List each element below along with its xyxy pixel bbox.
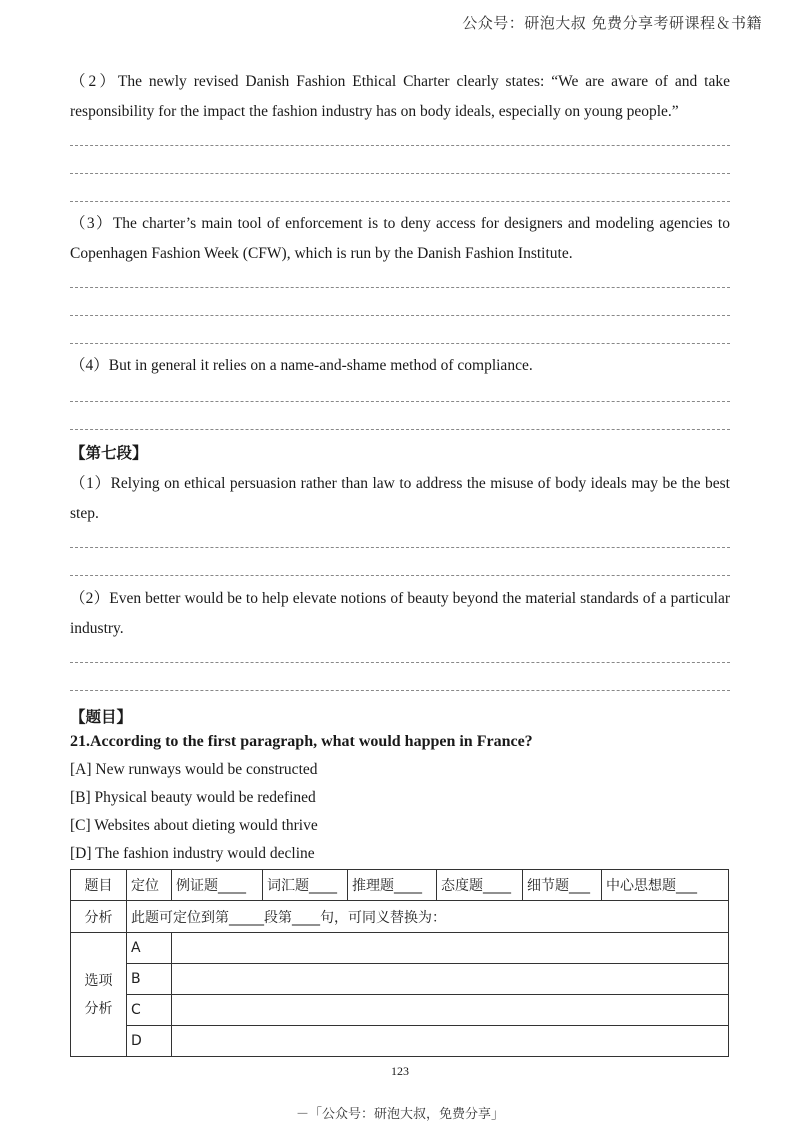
option-b: [B] Physical beauty would be redefined [70, 789, 316, 806]
answer-line [70, 662, 730, 663]
answer-line [70, 201, 730, 202]
option-letter-a: A [127, 933, 172, 964]
label-question: 题目 [71, 870, 127, 901]
type-vocabulary: 词汇题____ [263, 870, 348, 901]
locate-text: 此题可定位到第_____段第____句，可同义替换为： [127, 901, 729, 933]
type-main-idea: 中心思想题___ [602, 870, 729, 901]
answer-line [70, 690, 730, 691]
paragraph-4: （4）But in general it relies on a name-and-shame method of compliance. [70, 357, 533, 374]
answer-line [70, 401, 730, 402]
answer-line [70, 287, 730, 288]
type-inference: 推理题____ [348, 870, 437, 901]
page-footer: －「公众号：研泡大叔，免费分享」 [295, 1107, 504, 1122]
option-letter-d: D [127, 1026, 172, 1057]
page-number: 123 [391, 1064, 409, 1078]
question-stem: 21.According to the first paragraph, what would happen in France? [70, 733, 533, 750]
option-analysis-c[interactable] [172, 995, 729, 1026]
type-detail: 细节题___ [523, 870, 602, 901]
option-letter-c: C [127, 995, 172, 1026]
page-header: 公众号：研泡大叔 免费分享考研课程＆书籍 [462, 14, 762, 32]
analysis-table [70, 869, 729, 1057]
label-analysis: 分析 [71, 901, 127, 933]
section-7-sentence-1: （1）Relying on ethical persuasion rather than law to address the misuse of body ideals may be the best step. [70, 475, 730, 522]
label-analysis-2: 分析 [84, 1000, 113, 1017]
answer-line [70, 315, 730, 316]
type-locate: 定位 [127, 870, 172, 901]
answer-line [70, 547, 730, 548]
type-attitude: 态度题____ [437, 870, 523, 901]
answer-line [70, 429, 730, 430]
answer-line [70, 343, 730, 344]
option-d: [D] The fashion industry would decline [70, 845, 315, 862]
option-a: [A] New runways would be constructed [70, 761, 318, 778]
answer-line [70, 145, 730, 146]
section-7-sentence-2: （2）Even better would be to help elevate notions of beauty beyond the material standards of a particular industry. [70, 590, 730, 637]
option-analysis-b[interactable] [172, 964, 729, 995]
type-example: 例证题____ [172, 870, 263, 901]
option-analysis-d[interactable] [172, 1026, 729, 1057]
option-letter-b: B [127, 964, 172, 995]
paragraph-2: （2）The newly revised Danish Fashion Ethical Charter clearly states: “We are aware of and take responsibility for the impact the fashion industry has on body ideals, especially on young people.” [70, 73, 730, 120]
option-analysis-a[interactable] [172, 933, 729, 964]
question-heading: 【题目】 [70, 708, 133, 726]
option-c: [C] Websites about dieting would thrive [70, 817, 318, 834]
paragraph-3: （3）The charter’s main tool of enforcement is to deny access for designers and modeling agencies to Copenhagen Fashion Week (CFW), which is run by the Danish Fashion Institute. [70, 215, 730, 262]
section-heading-7: 【第七段】 [70, 444, 148, 462]
answer-line [70, 575, 730, 576]
answer-line [70, 173, 730, 174]
label-option-analysis [71, 933, 127, 1057]
label-option: 选项 [84, 972, 113, 989]
